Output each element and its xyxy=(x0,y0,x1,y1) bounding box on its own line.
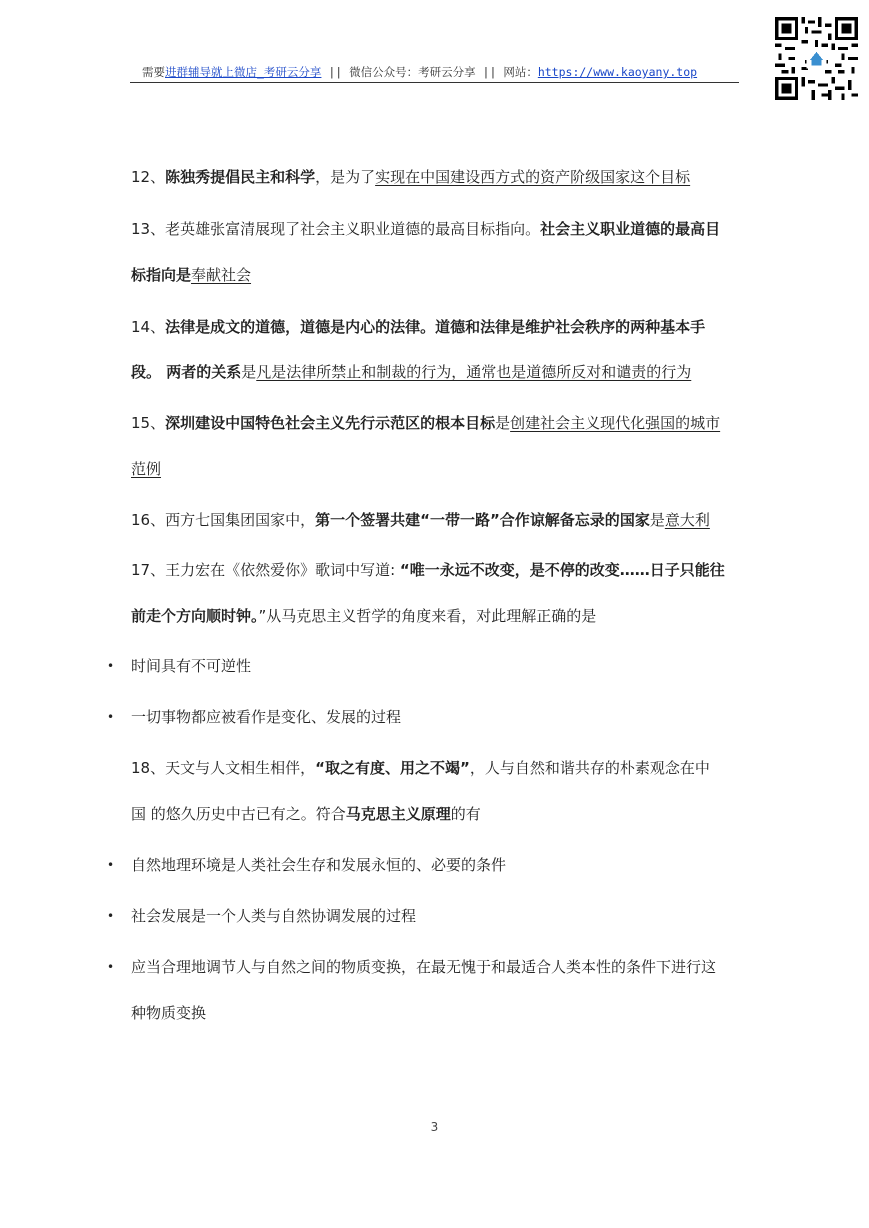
bullet-icon: • xyxy=(107,659,115,673)
paragraph-line xyxy=(131,604,596,628)
bold-keyword: “唯一永远不改变，是不停的改变……日子只能往 xyxy=(399,561,725,579)
text-segment: 时间具有不可逆性 xyxy=(131,657,252,675)
underlined-answer: 实现在中国建设西方式的资产阶级国家这个目标 xyxy=(375,168,691,186)
store-link[interactable]: 进群辅导就上微店_考研云分享 xyxy=(165,65,322,79)
bullet-list-item xyxy=(107,955,717,979)
text-segment: ，是为了 xyxy=(315,168,376,186)
text-segment: 18、天文与人文相生相伴， xyxy=(131,759,316,777)
text-segment: 13、老英雄张富清展现了社会主义职业道德的最高目标指向。 xyxy=(131,220,541,238)
text-segment: 的有 xyxy=(450,805,481,823)
paragraph-line xyxy=(131,263,251,287)
bold-keyword: 马克思主义原理 xyxy=(345,805,451,823)
page-number: 3 xyxy=(430,1120,439,1134)
bold-keyword: 法律是成文的道德，道德是内心的法律。道德和法律是维护社会秩序的两种基本手 xyxy=(165,318,706,336)
bullet-icon: • xyxy=(107,710,115,724)
text-segment: ”从马克思主义哲学的角度来看，对此理解正确的是 xyxy=(258,607,597,625)
header-line xyxy=(142,64,697,80)
paragraph-line xyxy=(131,508,710,532)
text-segment: 是 xyxy=(241,363,257,381)
bullet-list-item xyxy=(107,904,417,928)
page-header xyxy=(130,60,739,83)
paragraph-line xyxy=(131,165,690,189)
paragraph-line xyxy=(131,1001,206,1025)
text-segment: 社会发展是一个人类与自然协调发展的过程 xyxy=(131,907,417,925)
text-segment: 应当合理地调节人与自然之间的物质变换，在最无愧于和最适合人类本性的条件下进行这 xyxy=(131,958,717,976)
paragraph-line xyxy=(131,756,710,780)
bold-keyword: 陈独秀提倡民主和科学 xyxy=(165,168,316,186)
bold-keyword: 社会主义职业道德的最高目 xyxy=(540,220,721,238)
bullet-icon: • xyxy=(107,858,115,872)
text-segment: 是 xyxy=(649,511,665,529)
bullet-list-item xyxy=(107,705,402,729)
text-segment: 国 的悠久历史中古已有之。符合 xyxy=(131,805,346,823)
bold-keyword: 段。 两者的关系 xyxy=(131,363,242,381)
website-link[interactable]: https://www.kaoyany.top xyxy=(537,65,698,79)
bold-keyword: 深圳建设中国特色社会主义先行示范区的根本目标 xyxy=(165,414,496,432)
header-prefix: 需要 xyxy=(142,65,165,79)
paragraph-line xyxy=(131,360,691,384)
bold-keyword: 标指向是 xyxy=(131,266,192,284)
bold-keyword: 第一个签署共建“一带一路”合作谅解备忘录的国家 xyxy=(315,511,650,529)
header-separator: || 微信公众号：考研云分享 || 网站： xyxy=(321,65,538,79)
text-segment: 15、 xyxy=(131,414,166,432)
text-segment: 自然地理环境是人类社会生存和发展永恒的、必要的条件 xyxy=(131,856,507,874)
underlined-answer: 凡是法律所禁止和制裁的行为，通常也是道德所反对和谴责的行为 xyxy=(256,363,692,381)
paragraph-line xyxy=(131,558,725,582)
bullet-icon: • xyxy=(107,909,115,923)
text-segment: 16、西方七国集团国家中， xyxy=(131,511,316,529)
qr-code-icon xyxy=(775,17,858,100)
text-segment: 12、 xyxy=(131,168,166,186)
text-segment: 种物质变换 xyxy=(131,1004,207,1022)
text-segment: 14、 xyxy=(131,318,166,336)
underlined-answer: 奉献社会 xyxy=(191,266,252,284)
text-segment: 17、王力宏在《依然爱你》歌词中写道: xyxy=(131,561,400,579)
bold-keyword: 前走个方向顺时钟。 xyxy=(131,607,259,625)
paragraph-line xyxy=(131,457,161,481)
bullet-list-item xyxy=(107,853,507,877)
bullet-list-item xyxy=(107,654,252,678)
text-segment: 是 xyxy=(495,414,511,432)
paragraph-line xyxy=(131,217,720,241)
underlined-answer: 意大利 xyxy=(664,511,710,529)
underlined-answer: 范例 xyxy=(131,460,162,478)
bold-keyword: “取之有度、用之不竭” xyxy=(315,759,470,777)
paragraph-line xyxy=(131,802,481,826)
paragraph-line xyxy=(131,315,705,339)
underlined-answer: 创建社会主义现代化强国的城市 xyxy=(510,414,721,432)
text-segment: ，人与自然和谐共存的朴素观念在中 xyxy=(469,759,710,777)
paragraph-line xyxy=(131,411,720,435)
bullet-icon: • xyxy=(107,960,115,974)
text-segment: 一切事物都应被看作是变化、发展的过程 xyxy=(131,708,402,726)
